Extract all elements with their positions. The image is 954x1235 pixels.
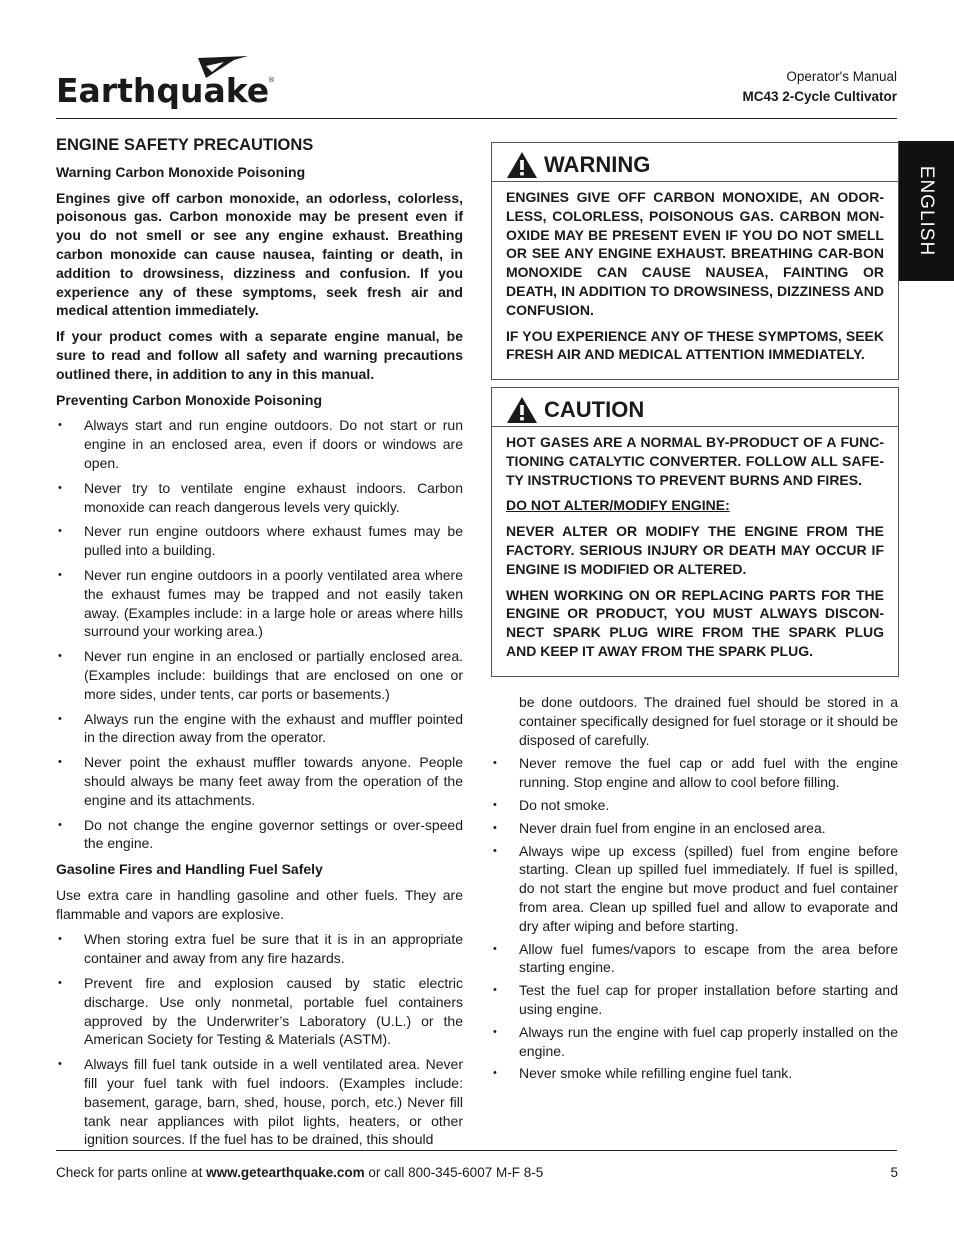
list-item: • Always run the engine with fuel cap properly installed on the engine. xyxy=(491,1023,898,1061)
caution-body xyxy=(492,427,898,676)
co-warning-text: Engines give off carbon monoxide, an odorless, colorless, poisonous gas. Carbon monoxide may be present even if you do not smell or see any engine exhaust. Breathing carbon monoxide can cause nausea, fainting or death, in addition to drowsiness, dizziness and confusion. If you experience any of these symptoms, seek fresh air and medical attention immediately. xyxy=(56,189,463,319)
caution-text-1: HOT GASES ARE A NORMAL BY-PRODUCT OF A FUNC-TIONING CATALYTIC CONVERTER. FOLLOW ALL SAFE-TY INSTRUCTIONS TO PREVENT BURNS AND FIRES. xyxy=(506,434,884,488)
list-item: • Prevent fire and explosion caused by static electric discharge. Use only nonmetal, portable fuel containers approved by the Underwriter’s Laboratory (U.L.) or the American Society for Testing & Materials (ASTM). xyxy=(56,974,463,1049)
list-item: • Always fill fuel tank outside in a well ventilated area. Never fill your fuel tank with fuel indoors. (Examples include: basement, garage, barn, shed, house, porch, etc.) Never fill tank near appliances with pilot lights, heaters, or other ignition sources. If the fuel has to be drained, this should xyxy=(56,1055,463,1149)
warning-title: WARNING xyxy=(544,152,651,177)
list-item: • When storing extra fuel be sure that it is in an appropriate container and away from any fire hazards. xyxy=(56,930,463,968)
list-item: • Never point the exhaust muffler towards anyone. People should always be many feet away from the operation of the engine and its attachments. xyxy=(56,753,463,809)
header-divider xyxy=(56,118,897,119)
warning-body xyxy=(492,182,898,379)
svg-text:®: ® xyxy=(268,76,275,84)
warning-text-1: ENGINES GIVE OFF CARBON MONOXIDE, AN ODOR-LESS, COLORLESS, POISONOUS GAS. CARBON MON-OXIDE MAY BE PRESENT EVEN IF YOU DO NOT SMELL OR SEE ANY ENGINE EXHAUST. BREATHING CAR-BON MONOXIDE CAN CAUSE NAUSEA, FAINTING OR DEATH, IN ADDITION TO DROWSINESS, DIZZINESS AND CONFUSION. xyxy=(506,189,884,318)
warning-text-2: IF YOU EXPERIENCE ANY OF THESE SYMPTOMS, SEEK FRESH AIR AND MEDICAL ATTENTION IMMEDIATELY. xyxy=(506,327,884,363)
list-item: • Never drain fuel from engine in an enclosed area. xyxy=(491,819,898,838)
fuel-handling-list xyxy=(491,754,898,1083)
list-item: • Never run engine outdoors where exhaust fumes may be pulled into a building. xyxy=(56,522,463,560)
right-column xyxy=(491,693,898,1090)
manual-title: Operator's Manual xyxy=(786,69,897,84)
model-title: MC43 2-Cycle Cultivator xyxy=(742,89,897,104)
list-item: • Always start and run engine outdoors. Do not start or run engine in an enclosed area, even if doors or windows are open. xyxy=(56,416,463,472)
list-item: • Always wipe up excess (spilled) fuel from engine before starting. Clean up spilled fuel immediately. If fuel is spilled, do not start the engine but move product and fuel container from area. Clean up spilled fuel and allow to evaporate and dry after wiping and before starting. xyxy=(491,842,898,936)
warning-box xyxy=(491,142,899,380)
list-item: • Never remove the fuel cap or add fuel with the engine running. Stop engine and allow to cool before filling. xyxy=(491,754,898,792)
logo-wordmark: Earthquake xyxy=(56,71,270,110)
co-prevention-list xyxy=(56,416,463,853)
list-item: • Always run the engine with the exhaust and muffler pointed in the direction away from the operator. xyxy=(56,710,463,748)
list-item: • Never smoke while refilling engine fuel tank. xyxy=(491,1064,898,1083)
footer-url-link[interactable]: www.getearthquake.com xyxy=(206,1165,365,1180)
logo-mark xyxy=(56,54,276,114)
subheading-fuel-safety: Gasoline Fires and Handling Fuel Safely xyxy=(56,861,323,878)
caution-title: CAUTION xyxy=(544,397,645,422)
engine-manual-note: If your product comes with a separate engine manual, be sure to read and follow all safety and warning precautions outlined there, in addition to any in this manual. xyxy=(56,328,463,382)
fuel-intro: Use extra care in handling gasoline and other fuels. They are flammable and vapors are explosive. xyxy=(56,886,463,922)
footer-pre: Check for parts online at xyxy=(56,1165,207,1180)
language-tab-label: ENGLISH xyxy=(916,165,937,257)
continued-text: be done outdoors. The drained fuel should be stored in a container specifically designed for fuel storage or it should be disposed of carefully. xyxy=(519,694,898,748)
footer-post: or call 800-345-6007 M-F 8-5 xyxy=(364,1165,544,1180)
left-column xyxy=(56,136,463,1156)
caution-header xyxy=(492,388,898,427)
language-tab xyxy=(898,141,954,281)
header-info xyxy=(742,67,897,107)
subheading-co-warning: Warning Carbon Monoxide Poisoning xyxy=(56,163,306,180)
warning-triangle-icon xyxy=(506,151,538,179)
footer-divider xyxy=(56,1150,897,1151)
list-item: • Do not change the engine governor settings or over-speed the engine. xyxy=(56,816,463,854)
footer xyxy=(56,1165,898,1180)
subheading-preventing-co: Preventing Carbon Monoxide Poisoning xyxy=(56,391,323,408)
caution-text-2: NEVER ALTER OR MODIFY THE ENGINE FROM THE FACTORY. SERIOUS INJURY OR DEATH MAY OCCUR IF ENGINE IS MODIFIED OR ALTERED. xyxy=(506,523,884,577)
list-item: • Never try to ventilate engine exhaust indoors. Carbon monoxide can reach dangerous levels very quickly. xyxy=(56,479,463,517)
caution-box xyxy=(491,387,899,677)
list-item: • Allow fuel fumes/vapors to escape from the area before starting engine. xyxy=(491,940,898,978)
warning-header xyxy=(492,143,898,182)
list-item: • Never run engine outdoors in a poorly ventilated area where the exhaust fumes may be trapped and not easily taken away. (Examples include: in a large hole or areas where hills surround your working area.) xyxy=(56,566,463,641)
brand-logo xyxy=(56,54,276,114)
caution-subhead: DO NOT ALTER/MODIFY ENGINE: xyxy=(506,497,730,514)
list-item: • Test the fuel cap for proper installation before starting and using engine. xyxy=(491,981,898,1019)
list-item: • Never run engine in an enclosed or partially enclosed area. (Examples include: buildings that are enclosed on one or more sides, under tents, car ports or basements.) xyxy=(56,647,463,703)
caution-text-3: WHEN WORKING ON OR REPLACING PARTS FOR THE ENGINE OR PRODUCT, YOU MUST ALWAYS DISCON-NECT SPARK PLUG WIRE FROM THE SPARK PLUG AND KEEP IT AWAY FROM THE SPARK PLUG. xyxy=(506,586,884,659)
caution-triangle-icon xyxy=(506,396,538,424)
page-number: 5 xyxy=(890,1165,898,1180)
fuel-safety-list xyxy=(56,930,463,1149)
section-title: ENGINE SAFETY PRECAUTIONS xyxy=(56,136,314,154)
list-item: • Do not smoke. xyxy=(491,796,898,815)
